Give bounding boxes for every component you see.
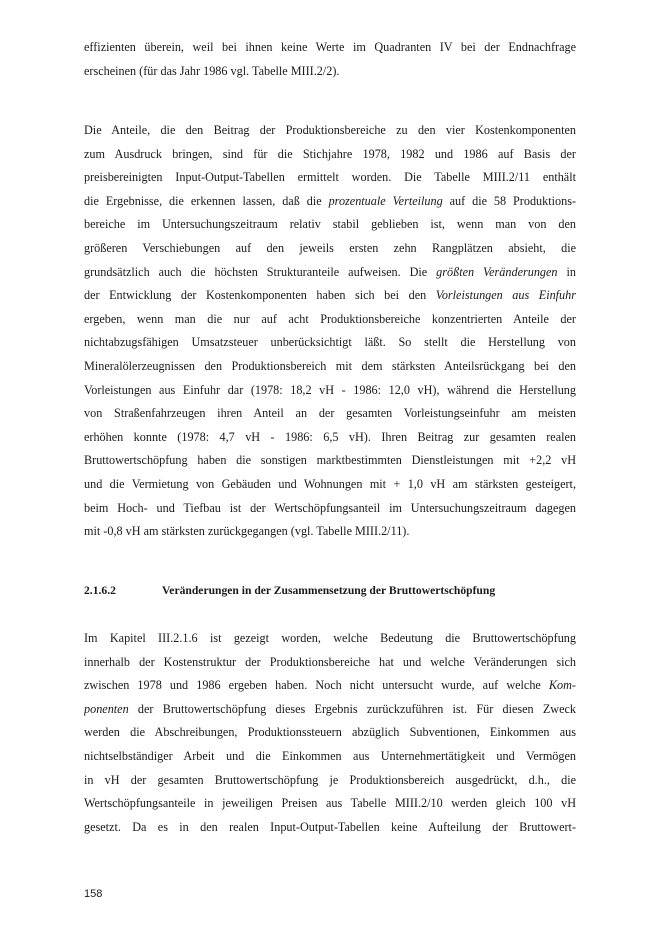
text-line (84, 698, 576, 722)
text-fragment: zwischen 1978 und 1986 ergeben haben. Noch nicht untersucht wurde, auf welche (84, 678, 549, 693)
text-line: mit -0,8 vH am stärksten zurückgegangen (vgl. Tabelle MIII.2/11). (84, 524, 410, 539)
section-heading (84, 581, 576, 601)
paragraph-cost-components (84, 119, 576, 544)
paragraph-value-added (84, 627, 576, 839)
text-line: effizienten überein, weil bei ihnen keine Werte im Quadranten IV bei der Endnachfrage (84, 40, 576, 54)
text-line (84, 190, 576, 214)
text-line: Im Kapitel III.2.1.6 ist gezeigt worden, welche Bedeutung die Bruttowertschöpfung (84, 631, 576, 645)
section-number: 2.1.6.2 (84, 584, 116, 597)
text-line: beim Hoch- und Tiefbau ist der Wertschöpfungsanteil im Untersuchungszeitraum dagegen (84, 500, 576, 515)
text-line: erhöhen konnte (1978: 4,7 vH - 1986: 6,5 vH). Ihren Beitrag zur gesamten realen (84, 429, 576, 444)
text-fragment: der Entwicklung der Kostenkomponenten haben sich bei den (84, 288, 436, 303)
text-line: gesetzt. Da es in den realen Input-Output-Tabellen keine Aufteilung der Bruttowert- (84, 819, 576, 834)
text-line: preisbereinigten Input-Output-Tabellen ermittelt worden. Die Tabelle MIII.2/11 enthält (84, 170, 576, 185)
text-fragment: grundsätzlich auch die höchsten Strukturanteile aufweisen. Die (84, 264, 437, 279)
text-line: von Straßenfahrzeugen ihren Anteil an der gesamten Vorleistungseinfuhr am meisten (84, 406, 576, 421)
emphasis: ponenten (84, 701, 129, 716)
text-fragment: der Bruttowertschöpfung dieses Ergebnis zurückzuführen ist. Für diesen Zweck (128, 701, 576, 716)
text-line (84, 674, 576, 698)
emphasis: Vorleistungen aus Einfuhr (435, 288, 576, 303)
text-line: Vorleistungen aus Einfuhr dar (1978: 18,2 vH - 1986: 12,0 vH), während die Herstellung (84, 382, 576, 397)
page-number: 158 (84, 888, 103, 900)
text-line: Bruttowertschöpfung haben die sonstigen marktbestimmten Dienstleistungen mit +2,2 vH (84, 453, 576, 468)
text-line: innerhalb der Kostenstruktur der Produktionsbereiche hat und welche Veränderungen sich (84, 654, 576, 669)
text-line: in vH der gesamten Bruttowertschöpfung je Produktionsbereich ausgedrückt, d.h., die (84, 772, 576, 787)
text-fragment: die Ergebnisse, die erkennen lassen, daß die (84, 193, 329, 208)
text-fragment: in (557, 264, 576, 279)
text-line: nichtselbständiger Arbeit und die Einkommen aus Unternehmertätigkeit und Vermögen (84, 748, 576, 763)
emphasis: größten Veränderungen (436, 264, 558, 279)
text-line: Wertschöpfungsanteile in jeweiligen Preisen aus Tabelle MIII.2/10 werden gleich 100 vH (84, 796, 576, 811)
text-line: bereiche im Untersuchungszeitraum relativ stabil geblieben ist, wenn man von den (84, 217, 576, 232)
text-line: größeren Verschiebungen auf den jeweils ersten zehn Rangplätzen absieht, die (84, 240, 576, 255)
text-line: erscheinen (für das Jahr 1986 vgl. Tabelle MIII.2/2). (84, 63, 340, 78)
emphasis: Kom- (548, 678, 576, 693)
text-fragment: auf die 58 Produktions- (442, 193, 576, 208)
text-line: ergeben, wenn man die nur auf acht Produktionsbereiche konzentrierten Anteile der (84, 311, 576, 326)
text-line: werden die Abschreibungen, Produktionssteuern abzüglich Subventionen, Einkommen aus (84, 725, 576, 740)
text-line: zum Ausdruck bringen, sind für die Stichjahre 1978, 1982 und 1986 auf Basis der (84, 146, 576, 161)
text-line: nichtabzugsfähigen Umsatzsteuer unberücksichtigt läßt. So stellt die Herstellung von (84, 335, 576, 350)
text-line (84, 261, 576, 285)
text-line: Die Anteile, die den Beitrag der Produktionsbereiche zu den vier Kostenkomponenten (84, 123, 576, 137)
text-line (84, 284, 576, 308)
text-line: und die Vermietung von Gebäuden und Wohnungen mit + 1,0 vH am stärksten gesteigert, (84, 476, 576, 491)
section-title: Veränderungen in der Zusammensetzung der Bruttowertschöpfung (162, 584, 496, 597)
paragraph-continuation (84, 36, 576, 83)
text-line: Mineralölerzeugnissen den Produktionsbereich mit dem stärksten Anteilsrückgang bei den (84, 358, 576, 373)
emphasis: prozentuale Verteilung (328, 193, 443, 208)
